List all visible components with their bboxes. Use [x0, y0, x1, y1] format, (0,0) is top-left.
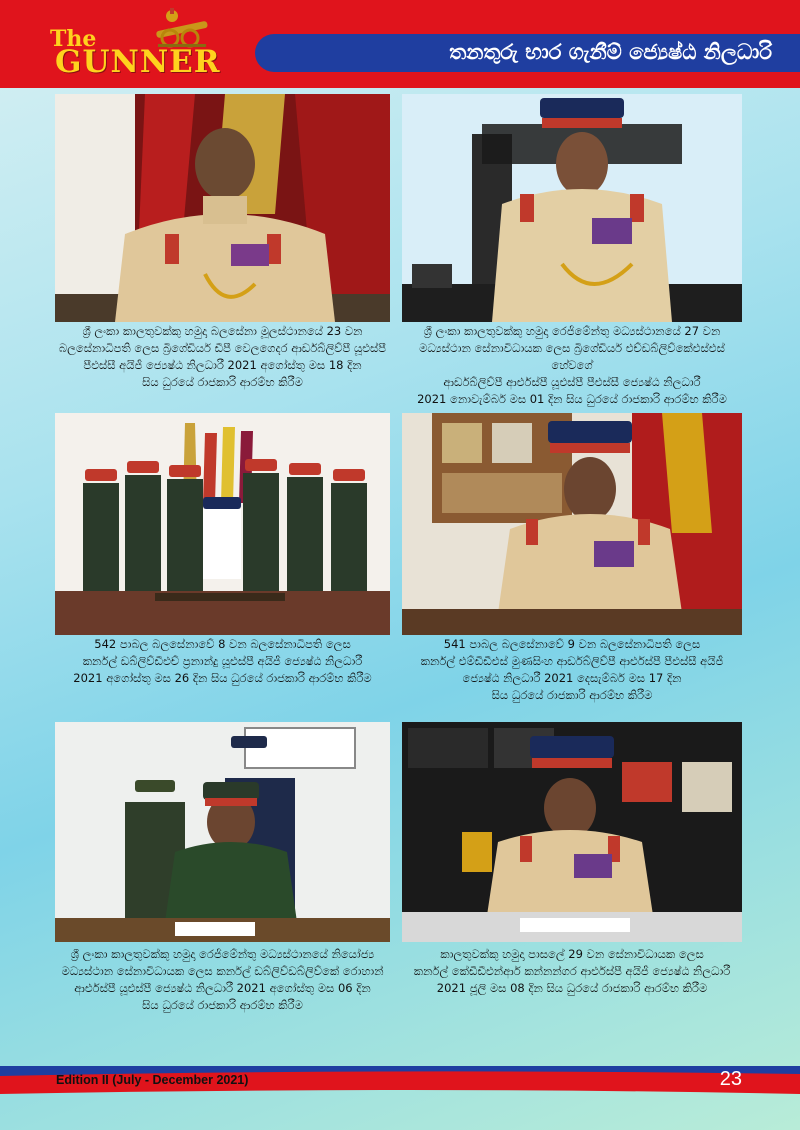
- photo-officer-3: [55, 413, 390, 635]
- page-title: තනතුරු භාර ගැනීම් ජ්‍යෙෂ්ඨ නිලධාරි: [449, 40, 772, 64]
- photo-officer-6: [402, 722, 742, 942]
- page-number: 23: [719, 1068, 742, 1090]
- caption-2: ශ්‍රී ලංකා කාලතුවක්කු හමුදා රෙජිමේන්තු මධ්‍යස්ථානයේ 27 වන මධ්‍යස්ථාන සේනාවිධායක ලෙස බ්‍රිගේඩියර් එච්ඩබ්ලිව්කේඑස්එස් හේවගේ ආර්ඩබ්ලිව්පී ආර්එස්පී යූඑස්පී පීඑස්සී ජ්‍යෙෂ්ඨ නිලධාරී 2021 නොවැම්බර් මස 01 දින සිය ධුරයේ රාජකාරි ආරම්භ කිරීම: [417, 324, 727, 406]
- photo-officer-4: [402, 413, 742, 635]
- photo-officer-1: [55, 94, 390, 322]
- logo-the: The: [50, 26, 97, 52]
- caption-6: කාලතුවක්කු හමුදා පාසලේ 29 වන සේනාවිධායක ලෙස කර්නල් කේඩීඩීඑන්ආර් කන්නන්ගර ආර්එස්පී අයිජී ජ්‍යෙෂ්ඨ නිලධාරී 2021 ජූලි මස 08 දින සිය ධුරයේ රාජකාරි ආරම්භ කිරීම: [413, 947, 731, 995]
- header-band: [0, 0, 800, 28]
- caption-5: ශ්‍රී ලංකා කාලතුවක්කු හමුදා රෙජිමේන්තු මධ්‍යස්ථානයේ නියෝජ්‍ය මධ්‍යස්ථාන සේනාවිධායක ලෙස කර්නල් ඩබ්ලිව්ඩබ්ලිව්කේ රොහාන් ආර්එස්පී යූඑස්පී ජ්‍යෙෂ්ඨ නිලධාරී 2021 අගෝස්තු මස 06 දින සිය ධුරයේ රාජකාරි ආරම්භ කිරීම: [61, 947, 384, 1012]
- logo-gunner: GUNNER: [55, 44, 221, 80]
- photo-officer-2: [402, 94, 742, 322]
- caption-1: ශ්‍රී ලංකා කාලතුවක්කු හමුදා බලසේනා මූලස්ථානයේ 23 වන බලසේනාධිපති ලෙස බ්‍රිගේඩියර් ඩීපී වෙලගෙදර ආර්ඩබ්ලිව්පී යූඑස්පී පීඑස්සී අයිජී ජ්‍යෙෂ්ඨ නිලධාරී 2021 අගෝස්තු මස 18 දින සිය ධුරයේ රාජකාරි ආරම්භ කිරීම: [58, 324, 387, 389]
- caption-4: 541 පාබල බලසේනාවේ 9 වන බලසේනාධිපති ලෙස කර්නල් එම්ඩීඩීඑස් මුණසිංහ ආර්ඩබ්ලිව්පී ආර්එස්පී පීඑස්සී අයිජී ජ්‍යෙෂ්ඨ නිලධාරී 2021 දෙසැම්බර් මස 17 දින සිය ධුරයේ රාජකාරි ආරම්භ කිරීම: [420, 637, 724, 702]
- caption-3: 542 පාබල බලසේනාවේ 8 වන බලසේනාධිපති ලෙස කර්නල් ඩබ්ලිව්ඩීඑච් ප්‍රනාන්දු යූඑස්පී අයිජී ජ්‍යෙෂ්ඨ නිලධාරී 2021 අගෝස්තු මස 26 දින සිය ධුරයේ රාජකාරි ආරම්භ කිරීම: [73, 637, 372, 685]
- edition-label: Edition II (July - December 2021): [56, 1073, 249, 1087]
- photo-officer-5: [55, 722, 390, 942]
